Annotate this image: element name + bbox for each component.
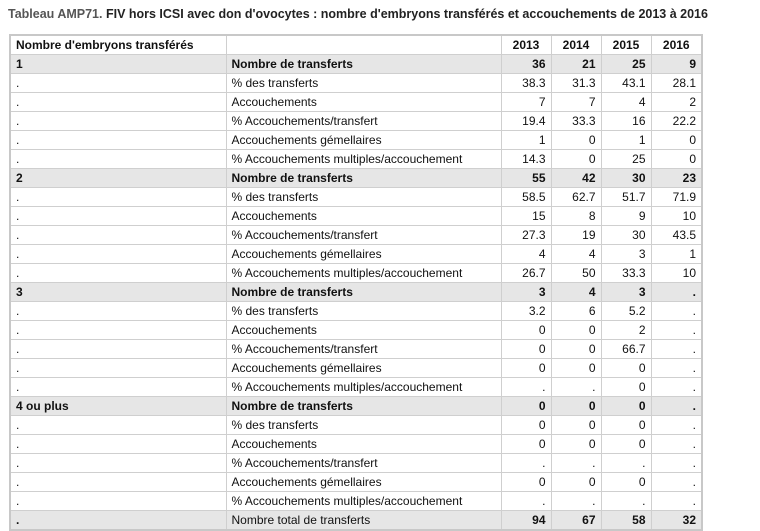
value-cell: 30 [601,169,651,188]
value-cell: . [551,492,601,511]
value-cell: 0 [551,397,601,416]
embryo-count-cell: . [10,435,226,454]
value-cell: 58.5 [501,188,551,207]
embryo-count-cell: . [10,454,226,473]
embryo-count-cell: . [10,492,226,511]
indicator-label: % Accouchements multiples/accouchement [226,150,501,169]
value-cell: . [651,359,702,378]
indicator-label: % des transferts [226,74,501,93]
table-row [10,454,702,473]
value-cell: 21 [551,55,601,74]
value-cell: . [651,283,702,302]
table-row [10,340,702,359]
header-indicator [226,35,501,55]
table-caption: FIV hors ICSI avec don d'ovocytes : nombre d'embryons transférés et accouchements de 2013 à 2016 [102,7,708,21]
indicator-label: Nombre de transferts [226,397,501,416]
value-cell: 0 [551,473,601,492]
value-cell: 0 [601,473,651,492]
embryo-count-cell: . [10,340,226,359]
value-cell: 26.7 [501,264,551,283]
table-row [10,131,702,150]
value-cell: 0 [551,131,601,150]
embryo-count-cell: . [10,207,226,226]
embryo-count-cell: . [10,188,226,207]
value-cell: 4 [501,245,551,264]
embryo-count-cell: . [10,112,226,131]
value-cell: 10 [651,207,702,226]
value-cell: . [651,378,702,397]
value-cell: 3 [601,245,651,264]
total-row [10,511,702,531]
embryo-count-cell: . [10,302,226,321]
value-cell: 43.5 [651,226,702,245]
value-cell: . [651,397,702,416]
indicator-label: Accouchements [226,207,501,226]
value-cell: 33.3 [551,112,601,131]
value-cell: 4 [551,245,601,264]
value-cell: 19 [551,226,601,245]
group-row [10,397,702,416]
value-cell: 9 [601,207,651,226]
value-cell: 33.3 [601,264,651,283]
value-cell: 30 [601,226,651,245]
value-cell: 0 [601,378,651,397]
embryo-count-cell: . [10,378,226,397]
value-cell: 0 [651,150,702,169]
value-cell: . [651,321,702,340]
embryo-count-cell: 4 ou plus [10,397,226,416]
table-row [10,93,702,112]
table-row [10,226,702,245]
indicator-label: % Accouchements multiples/accouchement [226,378,501,397]
value-cell: 0 [601,416,651,435]
value-cell: . [651,454,702,473]
value-cell: . [651,435,702,454]
table-row [10,245,702,264]
indicator-label: Accouchements [226,435,501,454]
indicator-label: % Accouchements/transfert [226,112,501,131]
value-cell: 5.2 [601,302,651,321]
value-cell: 15 [501,207,551,226]
value-cell: . [651,473,702,492]
value-cell: 22.2 [651,112,702,131]
value-cell: 4 [551,283,601,302]
value-cell: . [651,302,702,321]
value-cell: 50 [551,264,601,283]
value-cell: 3 [501,283,551,302]
value-cell: 0 [551,150,601,169]
indicator-label: Nombre total de transferts [226,511,501,531]
value-cell: 19.4 [501,112,551,131]
value-cell: . [651,492,702,511]
value-cell: 0 [501,473,551,492]
indicator-label: % Accouchements/transfert [226,454,501,473]
value-cell: 27.3 [501,226,551,245]
table-number: Tableau AMP71. [8,7,103,21]
value-cell: 3 [601,283,651,302]
value-cell: 0 [601,359,651,378]
embryo-count-cell: . [10,245,226,264]
value-cell: 6 [551,302,601,321]
value-cell: 9 [651,55,702,74]
value-cell: 43.1 [601,74,651,93]
indicator-label: % des transferts [226,302,501,321]
indicator-label: Accouchements gémellaires [226,131,501,150]
value-cell: . [651,416,702,435]
embryo-count-cell: . [10,359,226,378]
embryo-count-cell: . [10,226,226,245]
page-title [8,7,708,21]
embryo-count-cell: . [10,321,226,340]
value-cell: 42 [551,169,601,188]
value-cell: . [651,340,702,359]
embryo-count-cell: . [10,74,226,93]
group-row [10,169,702,188]
value-cell: 25 [601,55,651,74]
value-cell: 0 [651,131,702,150]
indicator-label: % Accouchements/transfert [226,226,501,245]
indicator-label: Accouchements gémellaires [226,245,501,264]
value-cell: 0 [551,416,601,435]
value-cell: 4 [601,93,651,112]
value-cell: 23 [651,169,702,188]
table-row [10,188,702,207]
value-cell: 51.7 [601,188,651,207]
value-cell: 32 [651,511,702,531]
embryo-count-cell: . [10,93,226,112]
value-cell: 0 [551,359,601,378]
value-cell: 0 [501,321,551,340]
embryo-count-cell: 2 [10,169,226,188]
indicator-label: % des transferts [226,416,501,435]
value-cell: 25 [601,150,651,169]
embryo-count-cell: . [10,264,226,283]
table-row [10,207,702,226]
indicator-label: % des transferts [226,188,501,207]
indicator-label: Accouchements gémellaires [226,473,501,492]
value-cell: 2 [601,321,651,340]
table-row [10,302,702,321]
header-year: 2016 [651,35,702,55]
header-embryos: Nombre d'embryons transférés [10,35,226,55]
embryo-count-cell: . [10,150,226,169]
value-cell: . [501,454,551,473]
table-row [10,112,702,131]
value-cell: 1 [651,245,702,264]
table-row [10,416,702,435]
value-cell: 8 [551,207,601,226]
indicator-label: Accouchements gémellaires [226,359,501,378]
table-row [10,321,702,340]
value-cell: 0 [501,340,551,359]
value-cell: . [601,492,651,511]
header-row [10,35,702,55]
embryo-count-cell: . [10,416,226,435]
table-row [10,74,702,93]
value-cell: 36 [501,55,551,74]
value-cell: 0 [501,416,551,435]
indicator-label: Nombre de transferts [226,169,501,188]
value-cell: 0 [501,435,551,454]
value-cell: 55 [501,169,551,188]
value-cell: . [501,492,551,511]
value-cell: 1 [501,131,551,150]
header-year: 2013 [501,35,551,55]
value-cell: . [551,454,601,473]
data-table [9,34,703,531]
value-cell: 0 [501,359,551,378]
value-cell: 10 [651,264,702,283]
embryo-count-cell: 1 [10,55,226,74]
indicator-label: Nombre de transferts [226,55,501,74]
table-row [10,150,702,169]
value-cell: 38.3 [501,74,551,93]
value-cell: 28.1 [651,74,702,93]
value-cell: 94 [501,511,551,531]
value-cell: 0 [501,397,551,416]
value-cell: 3.2 [501,302,551,321]
indicator-label: % Accouchements multiples/accouchement [226,492,501,511]
indicator-label: Nombre de transferts [226,283,501,302]
embryo-count-cell: . [10,511,226,531]
table-row [10,359,702,378]
value-cell: 0 [551,340,601,359]
value-cell: 31.3 [551,74,601,93]
value-cell: . [501,378,551,397]
value-cell: . [601,454,651,473]
value-cell: 1 [601,131,651,150]
value-cell: 16 [601,112,651,131]
embryo-count-cell: 3 [10,283,226,302]
value-cell: 66.7 [601,340,651,359]
value-cell: 7 [501,93,551,112]
group-row [10,55,702,74]
embryo-count-cell: . [10,473,226,492]
group-row [10,283,702,302]
value-cell: 0 [551,321,601,340]
indicator-label: % Accouchements multiples/accouchement [226,264,501,283]
table-row [10,473,702,492]
table-row [10,264,702,283]
value-cell: 71.9 [651,188,702,207]
value-cell: 0 [551,435,601,454]
header-year: 2015 [601,35,651,55]
embryo-count-cell: . [10,131,226,150]
value-cell: 0 [601,397,651,416]
value-cell: 7 [551,93,601,112]
value-cell: 58 [601,511,651,531]
table-row [10,492,702,511]
indicator-label: Accouchements [226,93,501,112]
value-cell: 2 [651,93,702,112]
value-cell: . [551,378,601,397]
value-cell: 0 [601,435,651,454]
header-year: 2014 [551,35,601,55]
table-row [10,435,702,454]
value-cell: 62.7 [551,188,601,207]
value-cell: 67 [551,511,601,531]
table-row [10,378,702,397]
indicator-label: Accouchements [226,321,501,340]
value-cell: 14.3 [501,150,551,169]
indicator-label: % Accouchements/transfert [226,340,501,359]
